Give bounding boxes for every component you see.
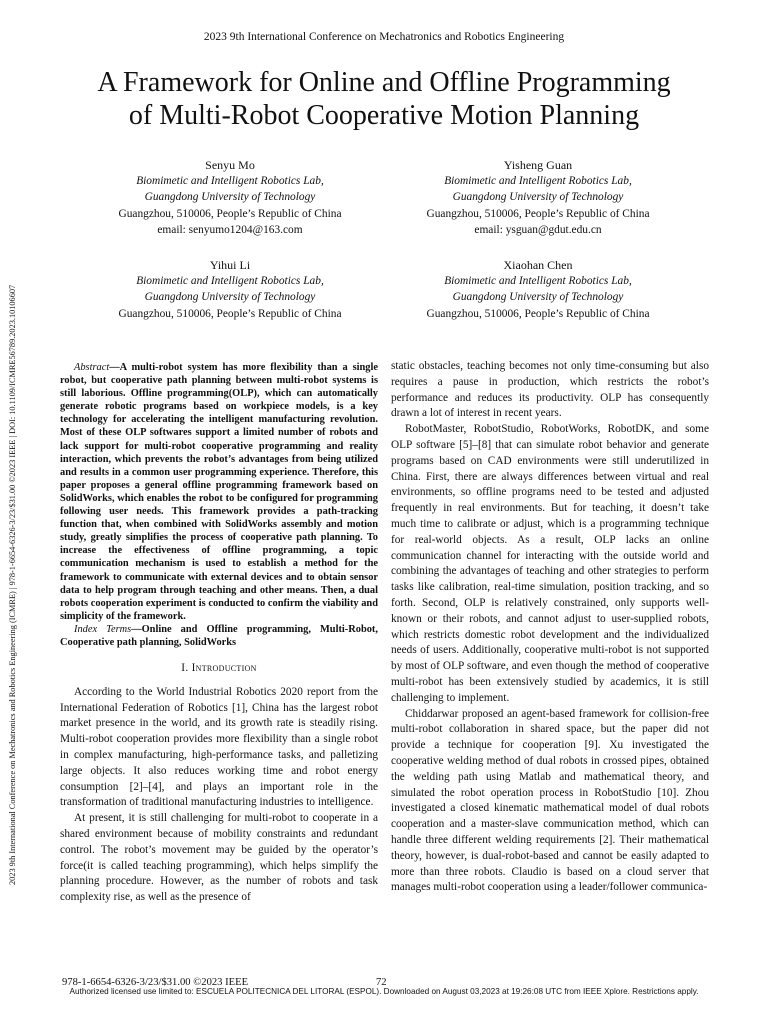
author-name: Yisheng Guan (503, 158, 573, 172)
body-paragraph: According to the World Industrial Robotics 2020 report from the International Federation of Robotics [1], China has the largest robot market presence in the world, and its growth rate is steadily rising. Multi-robot cooperation provides more flexibility than a single robot in complex manufacturing, high-performance tasks, and palletizing large objects. It also reduces working time and robot energy consumption [2]–[4], and plays an important role in the transformation of traditional manufacturing industries to intelligence. (60, 685, 378, 809)
author-block-3 (80, 257, 380, 322)
conference-header: 2023 9th International Conference on Mechatronics and Robotics Engineering (203, 31, 565, 43)
author-university: Guangdong University of Technology (452, 291, 624, 304)
author-university: Guangdong University of Technology (144, 291, 316, 304)
author-email: email: ysguan@gdut.edu.cn (474, 223, 602, 236)
page-number: 72 (376, 977, 387, 988)
abstract (60, 361, 378, 649)
left-column (60, 361, 378, 906)
right-column (391, 359, 709, 896)
section-title: Introduction (191, 662, 257, 675)
license-notice: Authorized licensed use limited to: ESCUELA POLITECNICA DEL LITORAL (ESPOL). Downloaded on August 03,2023 at 19:26:08 UTC from IEEE Xplore. Restrictions apply. (69, 987, 699, 996)
author-block-1 (80, 157, 380, 238)
doi-sidebar-text: 2023 9th International Conference on Mechatronics and Robotics Engineering (ICMRE) | 978-1-6654-6326-3/23/$31.00 ©2023 IEEE | DOI: 10.1109/ICMRE56789.2023.10106607 (8, 284, 17, 885)
author-affiliation: Biomimetic and Intelligent Robotics Lab, (136, 275, 324, 288)
title-line-1: A Framework for Online and Offline Programming (97, 67, 671, 98)
index-terms-label: Index Terms (74, 623, 132, 635)
author-affiliation: Biomimetic and Intelligent Robotics Lab, (444, 175, 632, 188)
body-paragraph: RobotMaster, RobotStudio, RobotWorks, RobotDK, and some OLP software [5]–[8] that can simulate robot behavior and generate programs based on CAD environments were still underutilized in China. First, there are always differences between virtual and real environments, so offline programs need to be tested and adjusted frequently in real environments. But for teaching, it doesn’t take much time to calibrate or adjust, which is a programming technique for real-world objects. As a result, OLP lacks an online communication channel for interacting with the outside world and combining the advantages of teaching and other strategies to perform tasks like calibration, real-time simulation, position tracking, and so forth. Second, OLP is relatively constrained, only supports well-known or their robots, and cannot adjust to user-supplied robots, which restricts domestic robot development and the individualized needs of users. Additionally, cooperative multi-robot is not supported by most of OLP software, and even though the method of cooperative multi-robot has been extensively studied by academics, it is still challenging to implement. (391, 423, 709, 704)
index-terms-paragraph (60, 623, 378, 649)
author-email: email: senyumo1204@163.com (157, 223, 303, 236)
footer-isbn: 978-1-6654-6326-3/23/$31.00 ©2023 IEEE (62, 977, 249, 988)
author-address: Guangzhou, 510006, People’s Republic of China (426, 207, 650, 220)
author-affiliation: Biomimetic and Intelligent Robotics Lab, (136, 175, 324, 188)
abstract-text: —A multi-robot system has more flexibility than a single robot, but cooperative path planning between multi-robot systems is still laborious. Offline programming(OLP), which can automatically generate robotic programs based on workpiece models, is a key technology for accelerating the intelligent manufacturing revolution. Most of these OLP softwares support a limited number of robots and lack support for multi-robot cooperative programming and reality interaction, which prevents the robot’s advantages from being utilized and results in a common user programming experience. Therefore, this paper proposes a general offline programming framework based on SolidWorks, which enables the robot to be configured for programming following user needs. This framework provides a path-tracking function that, when combined with SolidWorks assembly and motion study, greatly simplifies the process of cooperative path planning. To increase the effectiveness of offline programming, a topic communication mechanism is used to establish a method for the framework to communicate with external devices and to obtain sensor data to help program through teaching and other means. Then, a dual robots cooperation experiment is conducted to confirm the viability and simplicity of the framework. (60, 362, 378, 622)
author-affiliation: Biomimetic and Intelligent Robotics Lab, (444, 275, 632, 288)
section-heading (60, 661, 378, 677)
doi-sidebar (6, 143, 20, 885)
author-university: Guangdong University of Technology (144, 191, 316, 204)
author-university: Guangdong University of Technology (452, 191, 624, 204)
body-paragraph: At present, it is still challenging for multi-robot to cooperate in a shared environment because of mobility constraints and redundant control. The robot’s movement may be guided by the operator’s force(it is called teaching programming), which helps simplify the planning procedure. However, as the number of robots and task complexity rise, as well as the presence of (60, 812, 378, 904)
author-name: Senyu Mo (205, 158, 255, 172)
abstract-label: Abstract (74, 362, 110, 373)
abstract-paragraph (60, 361, 378, 623)
title-line-2: of Multi-Robot Cooperative Motion Planning (128, 100, 640, 131)
body-paragraph: static obstacles, teaching becomes not only time-consuming but also requires a pause in production, which restricts the robot’s performance and reduces its productivity. OLP has consequently drawn a lot of interest in recent years. (391, 360, 709, 420)
author-block-4 (388, 257, 688, 322)
index-terms-text: —Online and Offline programming, Multi-Robot, Cooperative path planning, SolidWorks (60, 623, 378, 648)
author-name: Xiaohan Chen (503, 258, 573, 272)
author-address: Guangzhou, 510006, People’s Republic of China (426, 307, 650, 320)
author-address: Guangzhou, 510006, People’s Republic of China (118, 207, 342, 220)
author-name: Yihui Li (209, 258, 251, 272)
author-address: Guangzhou, 510006, People’s Republic of China (118, 307, 342, 320)
author-block-2 (388, 157, 688, 238)
paper-title (0, 66, 768, 132)
section-number: I. (181, 662, 189, 675)
body-paragraph: Chiddarwar proposed an agent-based framework for collision-free multi-robot collaboration in shared space, but the paper did not provide a technique for cooperation [9]. Xu investigated the cooperative welding method of dual robots in crossed pipes, obtained the welding path using Matlab and mathematical theory, and simulated the robot operation process in RobotStudio [10]. Zhou investigated a closed kinematic mathematical model of dual robots cooperation and a master-slave communication method, which can handle three different welding requirements [2]. Their mathematical theory, however, is dual-robot-based and cannot be easily adapted to more than three robots. Claudio is based on a cloud server that manages multi-robot cooperation using a leader/follower communica- (391, 707, 709, 894)
